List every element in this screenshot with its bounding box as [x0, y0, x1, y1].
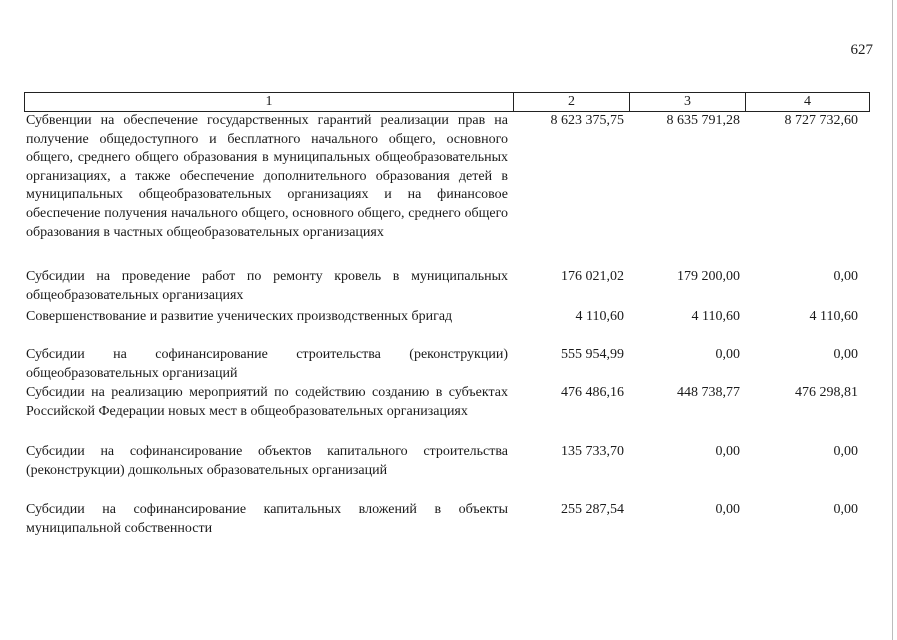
row-value-4: 0,00: [833, 444, 858, 459]
table-header: [24, 92, 870, 112]
row-description: Субвенции на обеспечение государственных гарантий реализации прав на получение общедоступного и бесплатного начального общего, основного общего, среднего общего образования в муниципальных общеобразовательных организациях, а также обеспечение дополнительного образования детей в муниципальных общеобразовательных организациях и на финансовое обеспечение получения начального общего, основного общего, среднего общего образования в частных общеобразовательных организациях: [26, 113, 508, 240]
row-value-4: 8 727 732,60: [784, 113, 858, 128]
row-value-2: 555 954,99: [561, 347, 624, 362]
row-description: Совершенствование и развитие ученических производственных бригад: [26, 309, 453, 324]
row-value-4: 476 298,81: [795, 385, 858, 400]
row-value-2: 476 486,16: [561, 385, 624, 400]
row-value-2: 8 623 375,75: [550, 113, 624, 128]
row-value-3: 0,00: [715, 502, 740, 517]
header-col-2: 2: [513, 93, 629, 111]
row-value-2: 176 021,02: [561, 269, 624, 284]
table-row: [26, 308, 858, 327]
row-value-4: 0,00: [833, 269, 858, 284]
row-value-4: 4 110,60: [809, 309, 858, 324]
table-row: [26, 112, 858, 242]
row-value-3: 4 110,60: [691, 309, 740, 324]
row-value-3: 0,00: [715, 444, 740, 459]
table-row: [26, 443, 858, 480]
row-description: Субсидии на софинансирование строительства (реконструкции) общеобразовательных организаций: [26, 347, 508, 381]
row-value-2: 4 110,60: [575, 309, 624, 324]
row-value-2: 255 287,54: [561, 502, 624, 517]
row-value-3: 179 200,00: [677, 269, 740, 284]
row-value-3: 0,00: [715, 347, 740, 362]
table-row: [26, 268, 858, 305]
row-description: Субсидии на реализацию мероприятий по содействию созданию в субъектах Российской Федерации новых мест в общеобразовательных организациях: [26, 385, 508, 419]
table-row: [26, 501, 858, 538]
table-row: [26, 346, 858, 383]
row-value-3: 448 738,77: [677, 385, 740, 400]
row-description: Субсидии на проведение работ по ремонту кровель в муниципальных общеобразовательных организациях: [26, 269, 508, 303]
row-value-3: 8 635 791,28: [666, 113, 740, 128]
table-row: [26, 384, 858, 421]
row-description: Субсидии на софинансирование объектов капитального строительства (реконструкции) дошкольных образовательных организаций: [26, 444, 508, 478]
row-value-4: 0,00: [833, 347, 858, 362]
row-description: Субсидии на софинансирование капитальных вложений в объекты муниципальной собственности: [26, 502, 508, 536]
page-edge-line: [892, 0, 893, 640]
header-col-4: 4: [745, 93, 869, 111]
row-value-4: 0,00: [833, 502, 858, 517]
row-value-2: 135 733,70: [561, 444, 624, 459]
header-col-1: 1: [265, 94, 273, 109]
page-number: 627: [850, 42, 873, 58]
header-col-3: 3: [629, 93, 745, 111]
